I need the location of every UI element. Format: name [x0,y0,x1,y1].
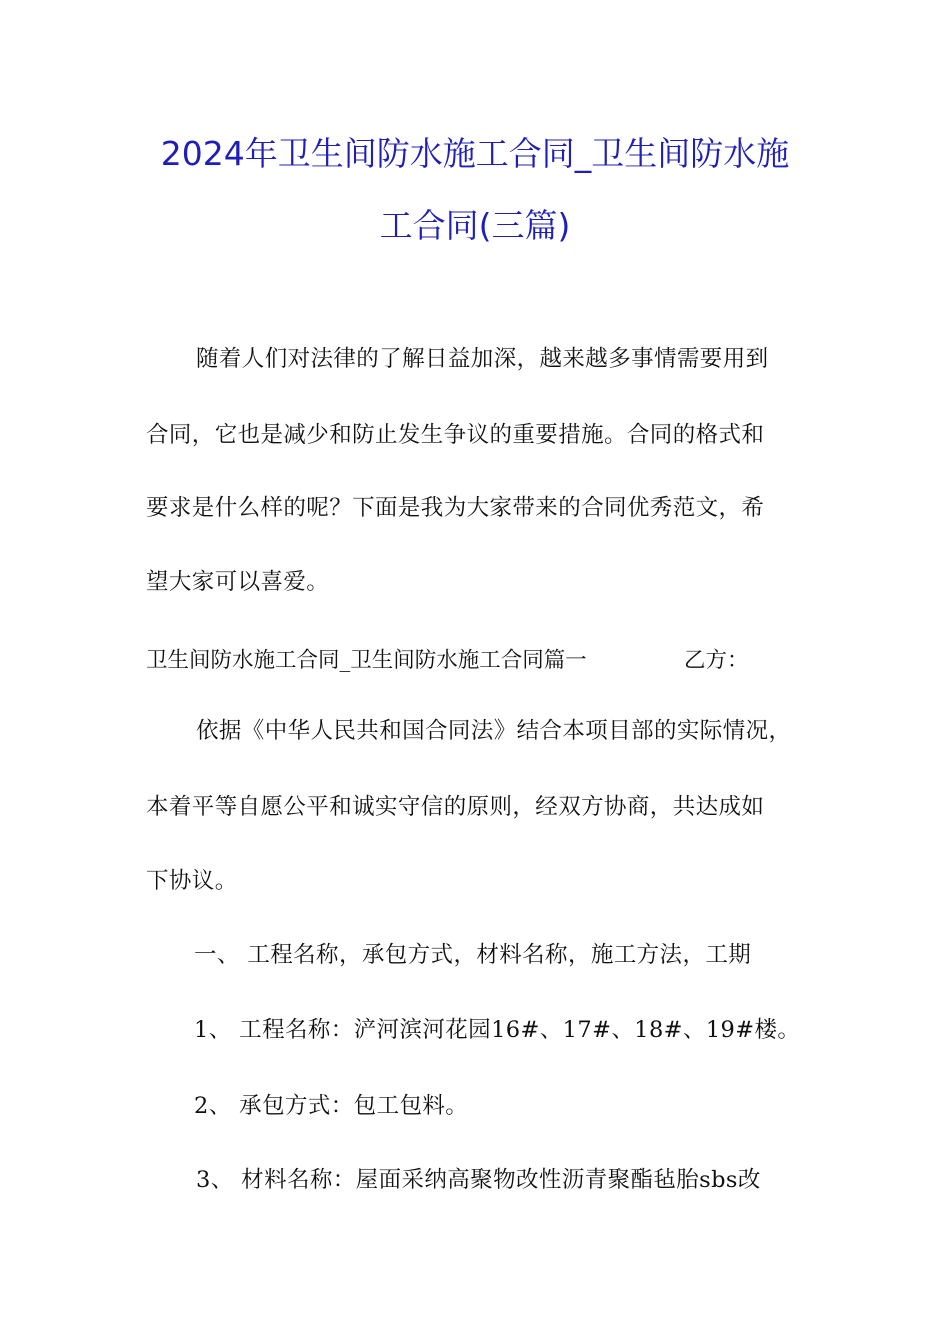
clause-part-1: 一、 工程名称，承包方式，材料名称，施工方法，工期 [194,942,752,968]
party-b-label: 乙方： [684,648,749,673]
document-title-line-2: 工合同(三篇) [379,206,571,245]
clause-item-3: 3、 材料名称：屋面采纳高聚物改性沥青聚酯毡胎sbs改 [196,1167,761,1193]
basis-line-1: 依据《中华人民共和国合同法》结合本项目部的实际情况， [196,718,792,744]
intro-line-2: 合同，它也是减少和防止发生争议的重要措施。合同的格式和 [146,422,765,448]
intro-line-3: 要求是什么样的呢？下面是我为大家带来的合同优秀范文，希 [146,495,765,521]
document-title-line-1: 2024年卫生间防水施工合同_卫生间防水施 [160,134,790,173]
clause-item-1: 1、 工程名称：浐河滨河花园16#、17#、18#、19#楼。 [194,1017,801,1043]
intro-line-4: 望大家可以喜爱。 [146,569,330,595]
basis-line-2: 本着平等自愿公平和诚实守信的原则，经双方协商，共达成如 [146,794,765,820]
clause-item-2: 2、 承包方式：包工包料。 [194,1093,469,1119]
basis-line-3: 下协议。 [146,868,238,894]
section-heading: 卫生间防水施工合同_卫生间防水施工合同篇一 [146,648,587,673]
intro-line-1: 随着人们对法律的了解日益加深，越来越多事情需要用到 [196,346,769,372]
